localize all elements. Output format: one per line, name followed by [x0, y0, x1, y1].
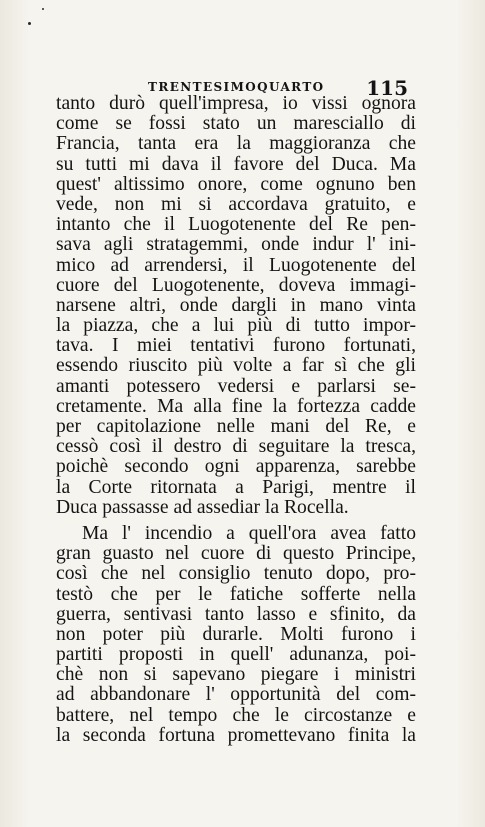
text-line: ad abbandonare l' opportunità del com-	[56, 685, 416, 706]
text-line: amanti potessero vedersi e parlarsi se-	[56, 376, 416, 397]
text-line: la seconda fortuna promettevano finita la	[56, 725, 416, 746]
text-line: cuore del Luogotenente, doveva immagi-	[56, 275, 416, 296]
text-line: tanto durò quell'impresa, io vissi ognora	[56, 94, 416, 114]
text-line: essendo riuscito più volte a far sì che gli	[56, 356, 416, 377]
paragraph-1	[56, 94, 416, 518]
text-line: per capitolazione nelle mani del Re, e	[56, 417, 416, 437]
text-line: intanto che il Luogotenente del Re pen-	[56, 215, 416, 236]
page-number: 115	[366, 76, 408, 100]
ink-speck	[42, 8, 44, 10]
text-line: chè non si sapevano piegare i ministri	[56, 665, 416, 686]
text-line: mico ad arrendersi, il Luogotenente del	[56, 255, 416, 276]
text-line: su tutti mi dava il favore del Duca. Ma	[56, 154, 416, 175]
text-line: così che nel consiglio tenuto dopo, pro-	[56, 564, 416, 585]
text-line: vede, non mi si accordava gratuito, e	[56, 194, 416, 215]
text-line: gran guasto nel cuore di questo Principe,	[56, 544, 416, 565]
paragraph-2	[56, 524, 416, 746]
text-line: guerra, sentivasi tanto lasso e sfinito, da	[56, 604, 416, 625]
ink-speck	[28, 22, 31, 25]
text-line: Duca passasse ad assediar la Rocella.	[56, 497, 349, 518]
text-line: tava. I miei tentativi furono fortunati,	[56, 336, 416, 357]
text-line: poichè secondo ogni apparenza, sarebbe	[56, 457, 416, 478]
text-line: quest' altissimo onore, come ognuno ben	[56, 174, 416, 195]
text-line: Francia, tanta era la maggioranza che	[56, 134, 416, 155]
body-text	[56, 94, 416, 746]
running-title: TRENTESIMOQUARTO	[148, 80, 325, 94]
text-line: sava agli stratagemmi, onde indur l' ini-	[56, 235, 416, 256]
text-line: Ma l' incendio a quell'ora avea fatto	[82, 523, 416, 544]
text-line: partiti proposti in quell' adunanza, poi-	[56, 645, 416, 666]
text-line: la piazza, che a lui più di tutto impor-	[56, 316, 416, 337]
text-line: battere, nel tempo che le circostanze e	[56, 705, 416, 726]
text-line: cessò così il destro di seguitare la tresca,	[56, 437, 416, 458]
text-line: cretamente. Ma alla fine la fortezza cadde	[56, 396, 416, 417]
text-line: come se fossi stato un maresciallo di	[56, 114, 416, 135]
text-line: narsene altri, onde dargli in mano vinta	[56, 295, 416, 316]
text-line: non poter più durarle. Molti furono i	[56, 624, 416, 645]
text-line: la Corte ritornata a Parigi, mentre il	[56, 477, 416, 498]
text-line: testò che per le fatiche sofferte nella	[56, 584, 416, 605]
